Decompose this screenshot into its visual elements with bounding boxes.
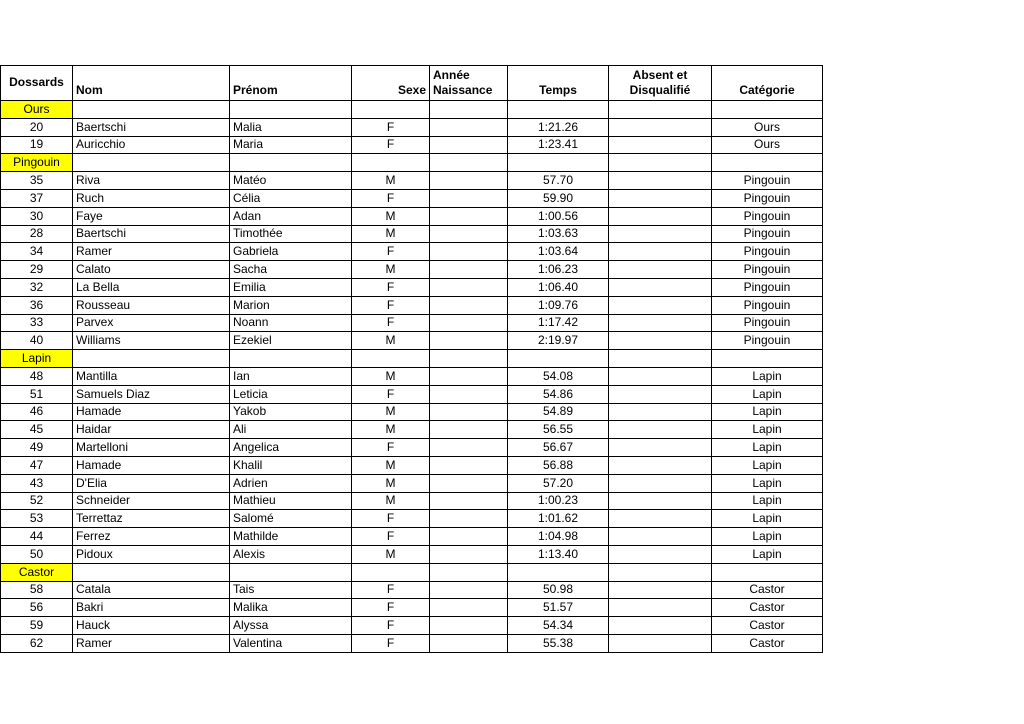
cell-dossard[interactable]: 50 [1,545,73,563]
cell-annee-naissance[interactable] [430,599,508,617]
cell-absent[interactable] [609,492,712,510]
cell-sexe[interactable]: F [352,385,430,403]
cell-nom[interactable]: D'Elia [73,474,230,492]
cell-sexe[interactable]: F [352,296,430,314]
header-dossards[interactable]: Dossards [1,66,73,101]
empty-cell[interactable] [609,563,712,581]
cell-prenom[interactable]: Célia [230,189,352,207]
empty-cell[interactable] [230,101,352,119]
table-row [1,510,823,528]
table-row [1,456,823,474]
cell-absent[interactable] [609,385,712,403]
table-row [1,278,823,296]
cell-dossard[interactable]: 59 [1,617,73,635]
cell-prenom[interactable]: Salomé [230,510,352,528]
cell-absent[interactable] [609,403,712,421]
cell-temps[interactable]: 1:01.62 [508,510,609,528]
cell-prenom[interactable]: Ian [230,367,352,385]
cell-nom[interactable]: Auricchio [73,136,230,154]
cell-nom[interactable]: Baertschi [73,118,230,136]
cell-prenom[interactable]: Angelica [230,439,352,457]
cell-absent[interactable] [609,510,712,528]
cell-sexe[interactable]: M [352,207,430,225]
cell-annee-naissance[interactable] [430,207,508,225]
cell-absent[interactable] [609,474,712,492]
cell-prenom[interactable]: Valentina [230,634,352,652]
cell-dossard[interactable]: 29 [1,261,73,279]
table-row [1,118,823,136]
empty-cell[interactable] [73,563,230,581]
cell-prenom[interactable]: Ali [230,421,352,439]
cell-nom[interactable]: Terrettaz [73,510,230,528]
cell-categorie[interactable]: Lapin [712,510,823,528]
category-group-row [1,154,823,172]
cell-temps[interactable]: 56.55 [508,421,609,439]
table-row [1,225,823,243]
cell-nom[interactable]: Parvex [73,314,230,332]
cell-nom[interactable]: Rousseau [73,296,230,314]
cell-prenom[interactable]: Adrien [230,474,352,492]
table-row [1,172,823,190]
cell-sexe[interactable]: F [352,634,430,652]
table-row [1,136,823,154]
cell-temps[interactable]: 1:00.23 [508,492,609,510]
cell-sexe[interactable]: F [352,243,430,261]
empty-cell[interactable] [508,563,609,581]
cell-nom[interactable]: Mantilla [73,367,230,385]
cell-prenom[interactable]: Ezekiel [230,332,352,350]
cell-categorie[interactable]: Pingouin [712,172,823,190]
cell-annee-naissance[interactable] [430,118,508,136]
cell-prenom[interactable]: Marion [230,296,352,314]
table-row [1,545,823,563]
empty-cell[interactable] [430,350,508,368]
cell-sexe[interactable]: M [352,492,430,510]
results-body [1,101,823,653]
cell-categorie[interactable]: Castor [712,581,823,599]
cell-temps[interactable]: 56.88 [508,456,609,474]
empty-cell[interactable] [712,350,823,368]
header-nom[interactable]: Nom [73,66,230,101]
cell-prenom[interactable]: Timothée [230,225,352,243]
cell-annee-naissance[interactable] [430,225,508,243]
cell-sexe[interactable]: F [352,439,430,457]
header-annee-line2: Naissance [433,83,493,97]
cell-sexe[interactable]: M [352,332,430,350]
cell-temps[interactable]: 50.98 [508,581,609,599]
empty-cell[interactable] [230,563,352,581]
cell-absent[interactable] [609,243,712,261]
cell-nom[interactable]: Catala [73,581,230,599]
empty-cell[interactable] [352,154,430,172]
cell-categorie[interactable]: Lapin [712,403,823,421]
cell-annee-naissance[interactable] [430,421,508,439]
table-row [1,367,823,385]
cell-annee-naissance[interactable] [430,545,508,563]
cell-prenom[interactable]: Alexis [230,545,352,563]
cell-prenom[interactable]: Malia [230,118,352,136]
table-row [1,474,823,492]
cell-categorie[interactable]: Lapin [712,421,823,439]
cell-sexe[interactable]: F [352,189,430,207]
cell-sexe[interactable]: M [352,456,430,474]
cell-absent[interactable] [609,189,712,207]
table-row [1,599,823,617]
cell-prenom[interactable]: Tais [230,581,352,599]
cell-temps[interactable]: 56.67 [508,439,609,457]
table-row [1,332,823,350]
cell-annee-naissance[interactable] [430,634,508,652]
empty-cell[interactable] [508,350,609,368]
cell-categorie[interactable]: Lapin [712,545,823,563]
cell-annee-naissance[interactable] [430,314,508,332]
cell-absent[interactable] [609,599,712,617]
category-group-row [1,563,823,581]
header-sexe[interactable]: Sexe [352,66,430,101]
empty-cell[interactable] [609,154,712,172]
table-row [1,314,823,332]
header-prenom[interactable]: Prénom [230,66,352,101]
cell-nom[interactable]: Ramer [73,634,230,652]
empty-cell[interactable] [430,563,508,581]
table-row [1,261,823,279]
empty-cell[interactable] [230,154,352,172]
cell-temps[interactable]: 1:06.23 [508,261,609,279]
cell-temps[interactable]: 57.70 [508,172,609,190]
cell-prenom[interactable]: Malika [230,599,352,617]
cell-temps[interactable]: 1:23.41 [508,136,609,154]
cell-prenom[interactable]: Yakob [230,403,352,421]
cell-sexe[interactable]: F [352,510,430,528]
empty-cell[interactable] [712,101,823,119]
cell-dossard[interactable]: 47 [1,456,73,474]
cell-sexe[interactable]: M [352,261,430,279]
table-row [1,243,823,261]
cell-categorie[interactable]: Castor [712,617,823,635]
header-annee-line1: Année [433,68,470,82]
cell-temps[interactable]: 1:21.26 [508,118,609,136]
cell-dossard[interactable]: 43 [1,474,73,492]
cell-nom[interactable]: Riva [73,172,230,190]
cell-absent[interactable] [609,581,712,599]
cell-annee-naissance[interactable] [430,332,508,350]
cell-categorie[interactable]: Lapin [712,439,823,457]
cell-prenom[interactable]: Alyssa [230,617,352,635]
cell-categorie[interactable]: Lapin [712,456,823,474]
cell-temps[interactable]: 55.38 [508,634,609,652]
cell-dossard[interactable]: 58 [1,581,73,599]
header-absent-disqualifie[interactable] [609,66,712,101]
empty-cell[interactable] [508,101,609,119]
empty-cell[interactable] [508,154,609,172]
cell-temps[interactable]: 1:06.40 [508,278,609,296]
cell-absent[interactable] [609,296,712,314]
table-row [1,385,823,403]
cell-temps[interactable]: 54.08 [508,367,609,385]
header-categorie[interactable]: Catégorie [712,66,823,101]
header-annee-naissance[interactable] [430,66,508,101]
cell-dossard[interactable]: 40 [1,332,73,350]
cell-nom[interactable]: La Bella [73,278,230,296]
category-label[interactable]: Pingouin [1,154,73,172]
cell-annee-naissance[interactable] [430,403,508,421]
cell-absent[interactable] [609,314,712,332]
cell-temps[interactable]: 1:03.63 [508,225,609,243]
table-row [1,189,823,207]
cell-sexe[interactable]: F [352,136,430,154]
cell-annee-naissance[interactable] [430,581,508,599]
cell-dossard[interactable]: 28 [1,225,73,243]
empty-cell[interactable] [430,101,508,119]
cell-annee-naissance[interactable] [430,439,508,457]
cell-nom[interactable]: Hamade [73,456,230,474]
category-label[interactable]: Lapin [1,350,73,368]
cell-absent[interactable] [609,278,712,296]
cell-prenom[interactable]: Gabriela [230,243,352,261]
cell-nom[interactable]: Williams [73,332,230,350]
cell-annee-naissance[interactable] [430,528,508,546]
header-absent-line2: Disqualifié [629,83,691,97]
cell-absent[interactable] [609,545,712,563]
cell-categorie[interactable]: Pingouin [712,207,823,225]
header-absent-line1: Absent et [632,68,688,82]
category-group-row [1,350,823,368]
cell-prenom[interactable]: Noann [230,314,352,332]
cell-temps[interactable]: 57.20 [508,474,609,492]
table-row [1,492,823,510]
cell-dossard[interactable]: 45 [1,421,73,439]
cell-absent[interactable] [609,634,712,652]
cell-dossard[interactable]: 62 [1,634,73,652]
cell-sexe[interactable]: M [352,474,430,492]
cell-temps[interactable]: 59.90 [508,189,609,207]
cell-annee-naissance[interactable] [430,136,508,154]
cell-temps[interactable]: 1:03.64 [508,243,609,261]
cell-sexe[interactable]: F [352,118,430,136]
category-group-row [1,101,823,119]
cell-annee-naissance[interactable] [430,261,508,279]
empty-cell[interactable] [73,101,230,119]
cell-prenom[interactable]: Mathieu [230,492,352,510]
cell-dossard[interactable]: 53 [1,510,73,528]
cell-temps[interactable]: 54.89 [508,403,609,421]
cell-temps[interactable]: 51.57 [508,599,609,617]
header-temps[interactable]: Temps [508,66,609,101]
cell-sexe[interactable]: F [352,599,430,617]
cell-dossard[interactable]: 35 [1,172,73,190]
cell-annee-naissance[interactable] [430,492,508,510]
cell-categorie[interactable]: Lapin [712,367,823,385]
cell-dossard[interactable]: 52 [1,492,73,510]
cell-categorie[interactable]: Ours [712,136,823,154]
cell-categorie[interactable]: Castor [712,599,823,617]
cell-prenom[interactable]: Sacha [230,261,352,279]
cell-absent[interactable] [609,421,712,439]
cell-prenom[interactable]: Mathilde [230,528,352,546]
cell-dossard[interactable]: 19 [1,136,73,154]
cell-categorie[interactable]: Pingouin [712,332,823,350]
cell-categorie[interactable]: Pingouin [712,314,823,332]
cell-temps[interactable]: 2:19.97 [508,332,609,350]
category-label[interactable]: Castor [1,563,73,581]
cell-sexe[interactable]: M [352,403,430,421]
cell-nom[interactable]: Calato [73,261,230,279]
cell-nom[interactable]: Ferrez [73,528,230,546]
results-table [0,65,823,653]
table-row [1,528,823,546]
cell-absent[interactable] [609,136,712,154]
cell-sexe[interactable]: F [352,528,430,546]
cell-annee-naissance[interactable] [430,367,508,385]
cell-annee-naissance[interactable] [430,617,508,635]
cell-sexe[interactable]: F [352,617,430,635]
cell-sexe[interactable]: F [352,581,430,599]
cell-dossard[interactable]: 49 [1,439,73,457]
cell-annee-naissance[interactable] [430,296,508,314]
cell-prenom[interactable]: Khalil [230,456,352,474]
cell-dossard[interactable]: 34 [1,243,73,261]
cell-absent[interactable] [609,118,712,136]
cell-prenom[interactable]: Leticia [230,385,352,403]
cell-absent[interactable] [609,617,712,635]
cell-dossard[interactable]: 36 [1,296,73,314]
cell-annee-naissance[interactable] [430,385,508,403]
cell-annee-naissance[interactable] [430,243,508,261]
cell-dossard[interactable]: 44 [1,528,73,546]
cell-temps[interactable]: 1:13.40 [508,545,609,563]
empty-cell[interactable] [712,154,823,172]
cell-prenom[interactable]: Matéo [230,172,352,190]
cell-dossard[interactable]: 30 [1,207,73,225]
cell-categorie[interactable]: Lapin [712,528,823,546]
empty-cell[interactable] [352,350,430,368]
cell-dossard[interactable]: 32 [1,278,73,296]
empty-cell[interactable] [609,350,712,368]
cell-prenom[interactable]: Emilia [230,278,352,296]
cell-dossard[interactable]: 20 [1,118,73,136]
cell-prenom[interactable]: Adan [230,207,352,225]
cell-categorie[interactable]: Pingouin [712,189,823,207]
cell-dossard[interactable]: 48 [1,367,73,385]
cell-absent[interactable] [609,261,712,279]
cell-categorie[interactable]: Pingouin [712,225,823,243]
cell-nom[interactable]: Hauck [73,617,230,635]
empty-cell[interactable] [352,101,430,119]
cell-categorie[interactable]: Lapin [712,474,823,492]
cell-dossard[interactable]: 56 [1,599,73,617]
cell-annee-naissance[interactable] [430,189,508,207]
table-row [1,617,823,635]
cell-temps[interactable]: 54.34 [508,617,609,635]
table-row [1,634,823,652]
cell-categorie[interactable]: Ours [712,118,823,136]
cell-temps[interactable]: 54.86 [508,385,609,403]
cell-nom[interactable]: Faye [73,207,230,225]
empty-cell[interactable] [712,563,823,581]
table-row [1,421,823,439]
cell-dossard[interactable]: 51 [1,385,73,403]
cell-nom[interactable]: Pidoux [73,545,230,563]
cell-sexe[interactable]: M [352,225,430,243]
cell-nom[interactable]: Schneider [73,492,230,510]
table-row [1,403,823,421]
cell-absent[interactable] [609,332,712,350]
cell-temps[interactable]: 1:00.56 [508,207,609,225]
cell-categorie[interactable]: Pingouin [712,278,823,296]
cell-sexe[interactable]: M [352,367,430,385]
cell-dossard[interactable]: 46 [1,403,73,421]
cell-categorie[interactable]: Pingouin [712,261,823,279]
cell-absent[interactable] [609,225,712,243]
empty-cell[interactable] [430,154,508,172]
cell-sexe[interactable]: M [352,545,430,563]
cell-categorie[interactable]: Lapin [712,385,823,403]
cell-sexe[interactable]: M [352,172,430,190]
cell-annee-naissance[interactable] [430,456,508,474]
cell-sexe[interactable]: F [352,314,430,332]
cell-absent[interactable] [609,456,712,474]
cell-nom[interactable]: Martelloni [73,439,230,457]
cell-nom[interactable]: Baertschi [73,225,230,243]
table-row [1,207,823,225]
cell-temps[interactable]: 1:04.98 [508,528,609,546]
cell-temps[interactable]: 1:17.42 [508,314,609,332]
table-row [1,439,823,457]
empty-cell[interactable] [73,350,230,368]
cell-nom[interactable]: Haidar [73,421,230,439]
cell-categorie[interactable]: Pingouin [712,243,823,261]
cell-nom[interactable]: Ramer [73,243,230,261]
cell-absent[interactable] [609,207,712,225]
cell-nom[interactable]: Samuels Diaz [73,385,230,403]
cell-nom[interactable]: Ruch [73,189,230,207]
table-row [1,581,823,599]
empty-cell[interactable] [73,154,230,172]
category-label[interactable]: Ours [1,101,73,119]
cell-dossard[interactable]: 37 [1,189,73,207]
cell-sexe[interactable]: M [352,421,430,439]
cell-annee-naissance[interactable] [430,172,508,190]
empty-cell[interactable] [352,563,430,581]
cell-categorie[interactable]: Lapin [712,492,823,510]
cell-temps[interactable]: 1:09.76 [508,296,609,314]
cell-annee-naissance[interactable] [430,510,508,528]
cell-absent[interactable] [609,367,712,385]
header-row [1,66,823,101]
empty-cell[interactable] [609,101,712,119]
cell-absent[interactable] [609,172,712,190]
cell-sexe[interactable]: F [352,278,430,296]
cell-nom[interactable]: Bakri [73,599,230,617]
cell-absent[interactable] [609,439,712,457]
empty-cell[interactable] [230,350,352,368]
cell-absent[interactable] [609,528,712,546]
table-row [1,296,823,314]
cell-annee-naissance[interactable] [430,474,508,492]
cell-nom[interactable]: Hamade [73,403,230,421]
cell-categorie[interactable]: Castor [712,634,823,652]
cell-annee-naissance[interactable] [430,278,508,296]
cell-prenom[interactable]: Maria [230,136,352,154]
cell-dossard[interactable]: 33 [1,314,73,332]
cell-categorie[interactable]: Pingouin [712,296,823,314]
